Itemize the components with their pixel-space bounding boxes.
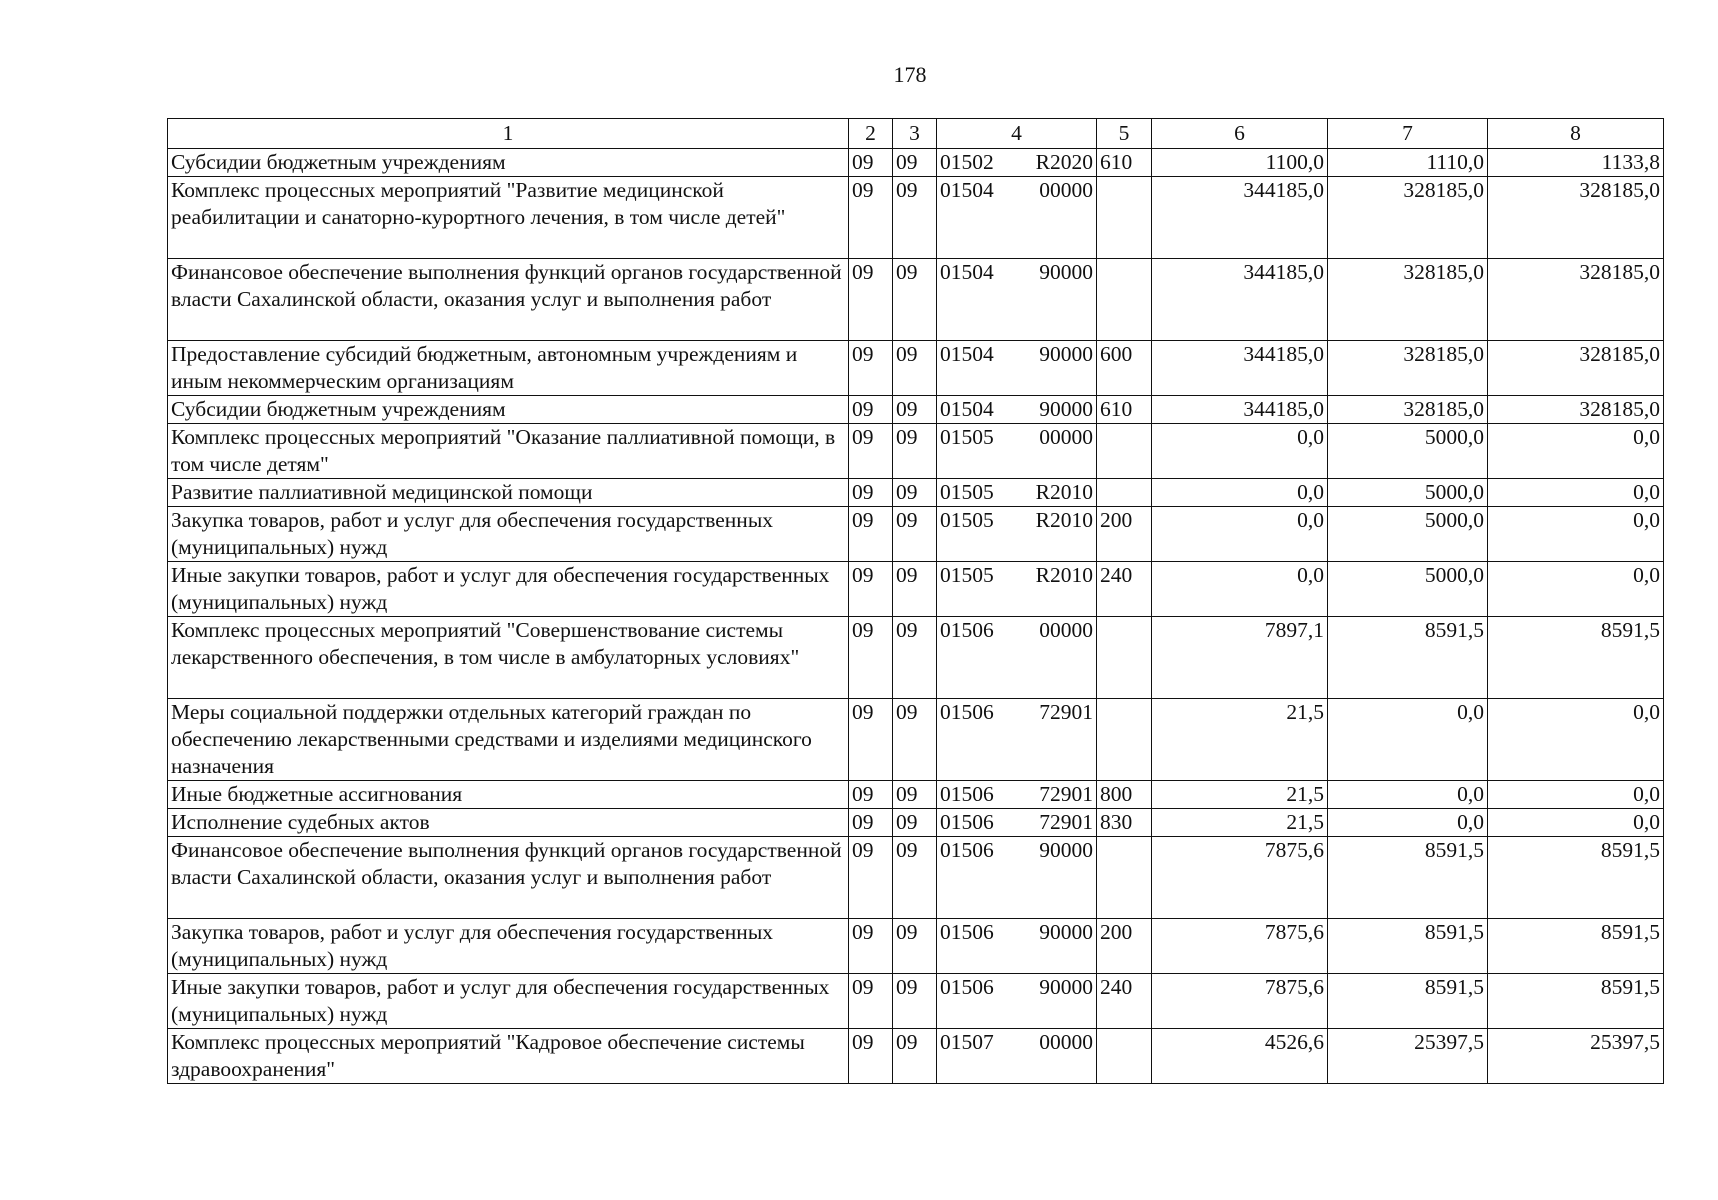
row-value-8: 0,0 [1488, 809, 1664, 837]
row-expense-type: 200 [1097, 919, 1152, 974]
target-direction-code: R2020 [1035, 150, 1093, 174]
row-value-7: 0,0 [1328, 809, 1488, 837]
row-target-article [937, 1029, 1097, 1084]
row-section: 09 [849, 809, 893, 837]
row-target-article [937, 809, 1097, 837]
row-section: 09 [849, 781, 893, 809]
table-row [168, 507, 1664, 562]
row-value-8: 8591,5 [1488, 919, 1664, 974]
target-direction-code: 72901 [1039, 700, 1093, 724]
row-name: Финансовое обеспечение выполнения функций органов государственной власти Сахалинской области, оказания услуг и выполнения работ [168, 837, 849, 919]
target-direction-code: 90000 [1039, 260, 1093, 284]
row-expense-type [1097, 837, 1152, 919]
row-value-6: 21,5 [1152, 781, 1328, 809]
table-row [168, 177, 1664, 259]
row-target-article [937, 177, 1097, 259]
row-subsection: 09 [893, 699, 937, 781]
row-target-article [937, 259, 1097, 341]
target-program-code: 01505 [940, 563, 994, 587]
row-name: Иные закупки товаров, работ и услуг для обеспечения государственных (муниципальных) нужд [168, 974, 849, 1029]
row-value-8: 1133,8 [1488, 149, 1664, 177]
row-section: 09 [849, 974, 893, 1029]
row-expense-type [1097, 259, 1152, 341]
target-program-code: 01504 [940, 342, 994, 366]
row-name: Финансовое обеспечение выполнения функций органов государственной власти Сахалинской области, оказания услуг и выполнения работ [168, 259, 849, 341]
row-expense-type: 240 [1097, 562, 1152, 617]
col-header-5: 5 [1097, 119, 1152, 149]
row-name: Исполнение судебных актов [168, 809, 849, 837]
row-section: 09 [849, 177, 893, 259]
target-article-code [940, 149, 1093, 176]
col-header-1: 1 [168, 119, 849, 149]
row-target-article [937, 424, 1097, 479]
row-value-8: 328185,0 [1488, 177, 1664, 259]
row-subsection: 09 [893, 507, 937, 562]
table-row [168, 699, 1664, 781]
table-row [168, 837, 1664, 919]
target-program-code: 01505 [940, 508, 994, 532]
target-direction-code: 90000 [1039, 838, 1093, 862]
row-value-7: 328185,0 [1328, 396, 1488, 424]
target-article-code [940, 699, 1093, 726]
row-subsection: 09 [893, 919, 937, 974]
table-row [168, 809, 1664, 837]
target-program-code: 01506 [940, 975, 994, 999]
row-value-6: 1100,0 [1152, 149, 1328, 177]
table-row [168, 341, 1664, 396]
table-row [168, 919, 1664, 974]
target-program-code: 01506 [940, 618, 994, 642]
col-header-8: 8 [1488, 119, 1664, 149]
row-name: Комплекс процессных мероприятий "Оказание паллиативной помощи, в том числе детям" [168, 424, 849, 479]
row-subsection: 09 [893, 341, 937, 396]
target-program-code: 01505 [940, 480, 994, 504]
row-section: 09 [849, 149, 893, 177]
table-row [168, 396, 1664, 424]
row-target-article [937, 479, 1097, 507]
row-value-6: 0,0 [1152, 562, 1328, 617]
target-direction-code: 72901 [1039, 810, 1093, 834]
row-value-7: 328185,0 [1328, 341, 1488, 396]
row-value-6: 344185,0 [1152, 177, 1328, 259]
row-target-article [937, 396, 1097, 424]
target-program-code: 01506 [940, 838, 994, 862]
target-article-code [940, 259, 1093, 286]
row-section: 09 [849, 396, 893, 424]
target-article-code [940, 1029, 1093, 1056]
row-value-6: 0,0 [1152, 424, 1328, 479]
row-name: Предоставление субсидий бюджетным, автономным учреждениям и иным некоммерческим организациям [168, 341, 849, 396]
row-value-6: 344185,0 [1152, 341, 1328, 396]
row-name: Развитие паллиативной медицинской помощи [168, 479, 849, 507]
row-expense-type: 830 [1097, 809, 1152, 837]
row-section: 09 [849, 341, 893, 396]
row-target-article [937, 837, 1097, 919]
row-value-7: 8591,5 [1328, 617, 1488, 699]
row-target-article [937, 699, 1097, 781]
row-target-article [937, 562, 1097, 617]
row-section: 09 [849, 259, 893, 341]
row-expense-type [1097, 177, 1152, 259]
target-article-code [940, 424, 1093, 451]
row-name: Субсидии бюджетным учреждениям [168, 396, 849, 424]
row-subsection: 09 [893, 1029, 937, 1084]
row-value-8: 8591,5 [1488, 837, 1664, 919]
target-program-code: 01504 [940, 260, 994, 284]
row-name: Комплекс процессных мероприятий "Развитие медицинской реабилитации и санаторно-курортного лечения, в том числе детей" [168, 177, 849, 259]
table-row [168, 259, 1664, 341]
row-value-8: 0,0 [1488, 562, 1664, 617]
page-number: 178 [893, 62, 927, 87]
target-article-code [940, 341, 1093, 368]
row-value-8: 8591,5 [1488, 617, 1664, 699]
row-expense-type: 200 [1097, 507, 1152, 562]
target-article-code [940, 919, 1093, 946]
row-section: 09 [849, 507, 893, 562]
col-header-6: 6 [1152, 119, 1328, 149]
target-article-code [940, 507, 1093, 534]
table-row [168, 149, 1664, 177]
row-expense-type: 610 [1097, 149, 1152, 177]
row-value-8: 0,0 [1488, 781, 1664, 809]
row-section: 09 [849, 562, 893, 617]
row-subsection: 09 [893, 562, 937, 617]
target-direction-code: 90000 [1039, 975, 1093, 999]
table-row [168, 1029, 1664, 1084]
target-program-code: 01506 [940, 810, 994, 834]
row-subsection: 09 [893, 259, 937, 341]
row-value-8: 328185,0 [1488, 341, 1664, 396]
row-value-6: 0,0 [1152, 479, 1328, 507]
row-target-article [937, 507, 1097, 562]
row-value-7: 0,0 [1328, 699, 1488, 781]
row-value-7: 0,0 [1328, 781, 1488, 809]
row-value-8: 0,0 [1488, 479, 1664, 507]
target-direction-code: 90000 [1039, 920, 1093, 944]
row-value-6: 21,5 [1152, 809, 1328, 837]
row-expense-type [1097, 1029, 1152, 1084]
target-direction-code: 90000 [1039, 342, 1093, 366]
row-expense-type: 600 [1097, 341, 1152, 396]
row-value-6: 7875,6 [1152, 837, 1328, 919]
row-value-7: 5000,0 [1328, 479, 1488, 507]
table-row [168, 479, 1664, 507]
row-value-8: 0,0 [1488, 699, 1664, 781]
row-value-7: 8591,5 [1328, 837, 1488, 919]
row-subsection: 09 [893, 177, 937, 259]
table-row [168, 974, 1664, 1029]
row-value-7: 5000,0 [1328, 424, 1488, 479]
row-subsection: 09 [893, 781, 937, 809]
row-subsection: 09 [893, 149, 937, 177]
row-section: 09 [849, 919, 893, 974]
col-header-4: 4 [937, 119, 1097, 149]
target-direction-code: R2010 [1035, 508, 1093, 532]
row-value-6: 7875,6 [1152, 974, 1328, 1029]
row-section: 09 [849, 699, 893, 781]
row-value-8: 25397,5 [1488, 1029, 1664, 1084]
row-target-article [937, 341, 1097, 396]
target-program-code: 01506 [940, 920, 994, 944]
row-subsection: 09 [893, 837, 937, 919]
budget-table [167, 118, 1664, 1084]
row-name: Иные бюджетные ассигнования [168, 781, 849, 809]
row-subsection: 09 [893, 617, 937, 699]
target-program-code: 01504 [940, 397, 994, 421]
row-expense-type: 800 [1097, 781, 1152, 809]
row-value-6: 4526,6 [1152, 1029, 1328, 1084]
target-program-code: 01506 [940, 700, 994, 724]
target-direction-code: 72901 [1039, 782, 1093, 806]
row-name: Субсидии бюджетным учреждениям [168, 149, 849, 177]
row-value-8: 328185,0 [1488, 259, 1664, 341]
target-article-code [940, 809, 1093, 836]
row-target-article [937, 617, 1097, 699]
row-expense-type [1097, 617, 1152, 699]
row-name: Меры социальной поддержки отдельных категорий граждан по обеспечению лекарственными средствами и изделиями медицинского назначения [168, 699, 849, 781]
row-value-8: 0,0 [1488, 424, 1664, 479]
row-section: 09 [849, 479, 893, 507]
row-value-7: 8591,5 [1328, 974, 1488, 1029]
target-article-code [940, 177, 1093, 204]
target-program-code: 01505 [940, 425, 994, 449]
row-expense-type: 240 [1097, 974, 1152, 1029]
table-row [168, 781, 1664, 809]
row-expense-type [1097, 479, 1152, 507]
target-direction-code: 90000 [1039, 397, 1093, 421]
row-target-article [937, 781, 1097, 809]
row-value-7: 25397,5 [1328, 1029, 1488, 1084]
row-value-7: 328185,0 [1328, 259, 1488, 341]
row-value-6: 344185,0 [1152, 396, 1328, 424]
target-article-code [940, 617, 1093, 644]
target-direction-code: 00000 [1039, 1030, 1093, 1054]
row-value-6: 7875,6 [1152, 919, 1328, 974]
row-value-6: 7897,1 [1152, 617, 1328, 699]
col-header-3: 3 [893, 119, 937, 149]
col-header-7: 7 [1328, 119, 1488, 149]
target-article-code [940, 974, 1093, 1001]
row-target-article [937, 149, 1097, 177]
row-target-article [937, 974, 1097, 1029]
target-direction-code: 00000 [1039, 618, 1093, 642]
target-direction-code: 00000 [1039, 178, 1093, 202]
table-body [168, 149, 1664, 1084]
row-section: 09 [849, 837, 893, 919]
table-row [168, 617, 1664, 699]
row-name: Закупка товаров, работ и услуг для обеспечения государственных (муниципальных) нужд [168, 919, 849, 974]
row-value-6: 0,0 [1152, 507, 1328, 562]
row-expense-type [1097, 699, 1152, 781]
target-article-code [940, 837, 1093, 864]
row-subsection: 09 [893, 809, 937, 837]
row-section: 09 [849, 617, 893, 699]
row-value-6: 344185,0 [1152, 259, 1328, 341]
col-header-2: 2 [849, 119, 893, 149]
target-program-code: 01502 [940, 150, 994, 174]
target-program-code: 01507 [940, 1030, 994, 1054]
target-program-code: 01506 [940, 782, 994, 806]
target-direction-code: R2010 [1035, 480, 1093, 504]
row-name: Комплекс процессных мероприятий "Кадровое обеспечение системы здравоохранения" [168, 1029, 849, 1084]
target-article-code [940, 479, 1093, 506]
row-value-7: 8591,5 [1328, 919, 1488, 974]
target-direction-code: R2010 [1035, 563, 1093, 587]
row-value-8: 328185,0 [1488, 396, 1664, 424]
target-article-code [940, 781, 1093, 808]
row-value-7: 1110,0 [1328, 149, 1488, 177]
row-subsection: 09 [893, 396, 937, 424]
row-section: 09 [849, 424, 893, 479]
row-expense-type [1097, 424, 1152, 479]
header-row [168, 119, 1664, 149]
row-value-8: 0,0 [1488, 507, 1664, 562]
row-subsection: 09 [893, 424, 937, 479]
row-value-6: 21,5 [1152, 699, 1328, 781]
target-direction-code: 00000 [1039, 425, 1093, 449]
row-expense-type: 610 [1097, 396, 1152, 424]
row-value-7: 5000,0 [1328, 562, 1488, 617]
row-name: Комплекс процессных мероприятий "Совершенствование системы лекарственного обеспечения, в том числе в амбулаторных условиях" [168, 617, 849, 699]
row-name: Закупка товаров, работ и услуг для обеспечения государственных (муниципальных) нужд [168, 507, 849, 562]
row-target-article [937, 919, 1097, 974]
row-value-7: 5000,0 [1328, 507, 1488, 562]
row-value-7: 328185,0 [1328, 177, 1488, 259]
table-row [168, 424, 1664, 479]
row-subsection: 09 [893, 479, 937, 507]
row-name: Иные закупки товаров, работ и услуг для обеспечения государственных (муниципальных) нужд [168, 562, 849, 617]
row-section: 09 [849, 1029, 893, 1084]
table-row [168, 562, 1664, 617]
target-program-code: 01504 [940, 178, 994, 202]
target-article-code [940, 562, 1093, 589]
target-article-code [940, 396, 1093, 423]
row-subsection: 09 [893, 974, 937, 1029]
row-value-8: 8591,5 [1488, 974, 1664, 1029]
